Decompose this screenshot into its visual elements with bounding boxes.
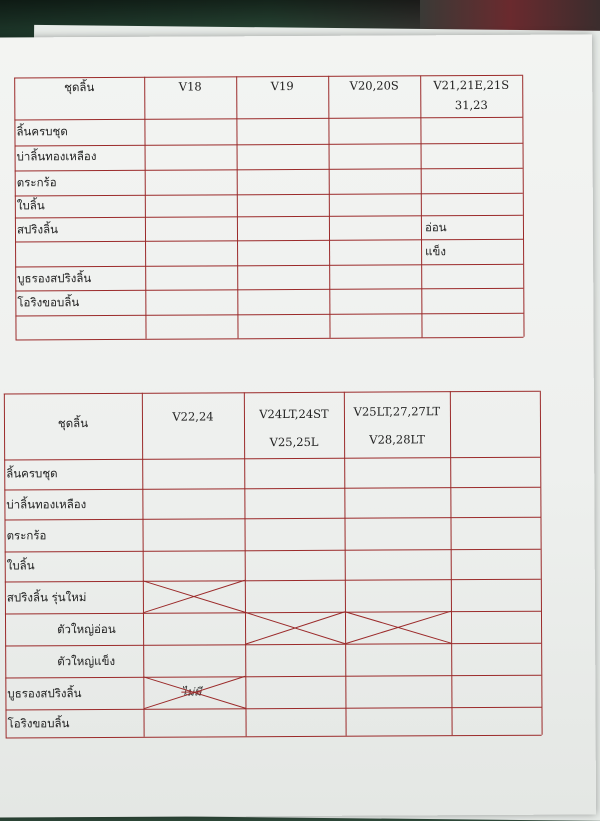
- table2-row-label: ลิ้นครบชุด: [4, 465, 57, 481]
- table1-spring-hard: แข็ง: [425, 243, 446, 259]
- table1-row-label: บูธรองสปริงลิ้น: [15, 270, 91, 286]
- table2-row-label: บ่าลิ้นทองเหลือง: [4, 496, 86, 512]
- table1-spring-soft: อ่อน: [425, 219, 447, 235]
- crossed-cells: [0, 34, 596, 817]
- table1-header-cell: V21,21E,21S: [420, 77, 522, 94]
- table-2: [0, 34, 596, 817]
- table1-header-cell: V18: [144, 78, 236, 94]
- table1-header-cell: V20,20S: [328, 77, 420, 93]
- table1-header-cell-line2: 31,23: [420, 97, 522, 114]
- table1-header-cell: V19: [236, 78, 328, 94]
- table2-header-cell: V22,24: [142, 408, 244, 425]
- table2-row-label: ตัวใหญ่แข็ง: [55, 653, 115, 669]
- table1-row-label: ตระกร้อ: [15, 174, 57, 190]
- table2-row-label: ตระกร้อ: [5, 527, 47, 543]
- table1-row-label: สปริงลิ้น: [15, 221, 58, 237]
- table2-header-cell: V24LT,24ST: [244, 406, 344, 423]
- table2-header-cell-line2: V25,25L: [244, 434, 344, 451]
- table2-header-cell: V25LT,27,27LT: [344, 403, 450, 420]
- table2-row-label: โอริงขอบลิ้น: [6, 715, 70, 731]
- document-page: [0, 34, 596, 817]
- table1-header-cell: ชุดลิ้น: [14, 79, 144, 96]
- table1-row-label: โอริงขอบลิ้น: [15, 294, 79, 310]
- table2-header-cell: ชุดลิ้น: [4, 415, 142, 432]
- table1-row-label: ใบลิ้น: [15, 197, 45, 213]
- table2-header-cell-line2: V28,28LT: [344, 431, 450, 448]
- table2-row-label: ตัวใหญ่อ่อน: [55, 621, 116, 637]
- table2-row-label: บูธรองสปริงลิ้น: [5, 685, 81, 701]
- table2-row-label: สปริงลิ้น รุ่นใหม่: [5, 589, 87, 605]
- table1-row-label: บ่าลิ้นทองเหลือง: [15, 148, 97, 164]
- table1-row-label: ลิ้นครบชุด: [14, 123, 67, 139]
- table2-row-label: ใบลิ้น: [5, 557, 35, 573]
- bushing-none-note: ไม่มี: [181, 684, 201, 700]
